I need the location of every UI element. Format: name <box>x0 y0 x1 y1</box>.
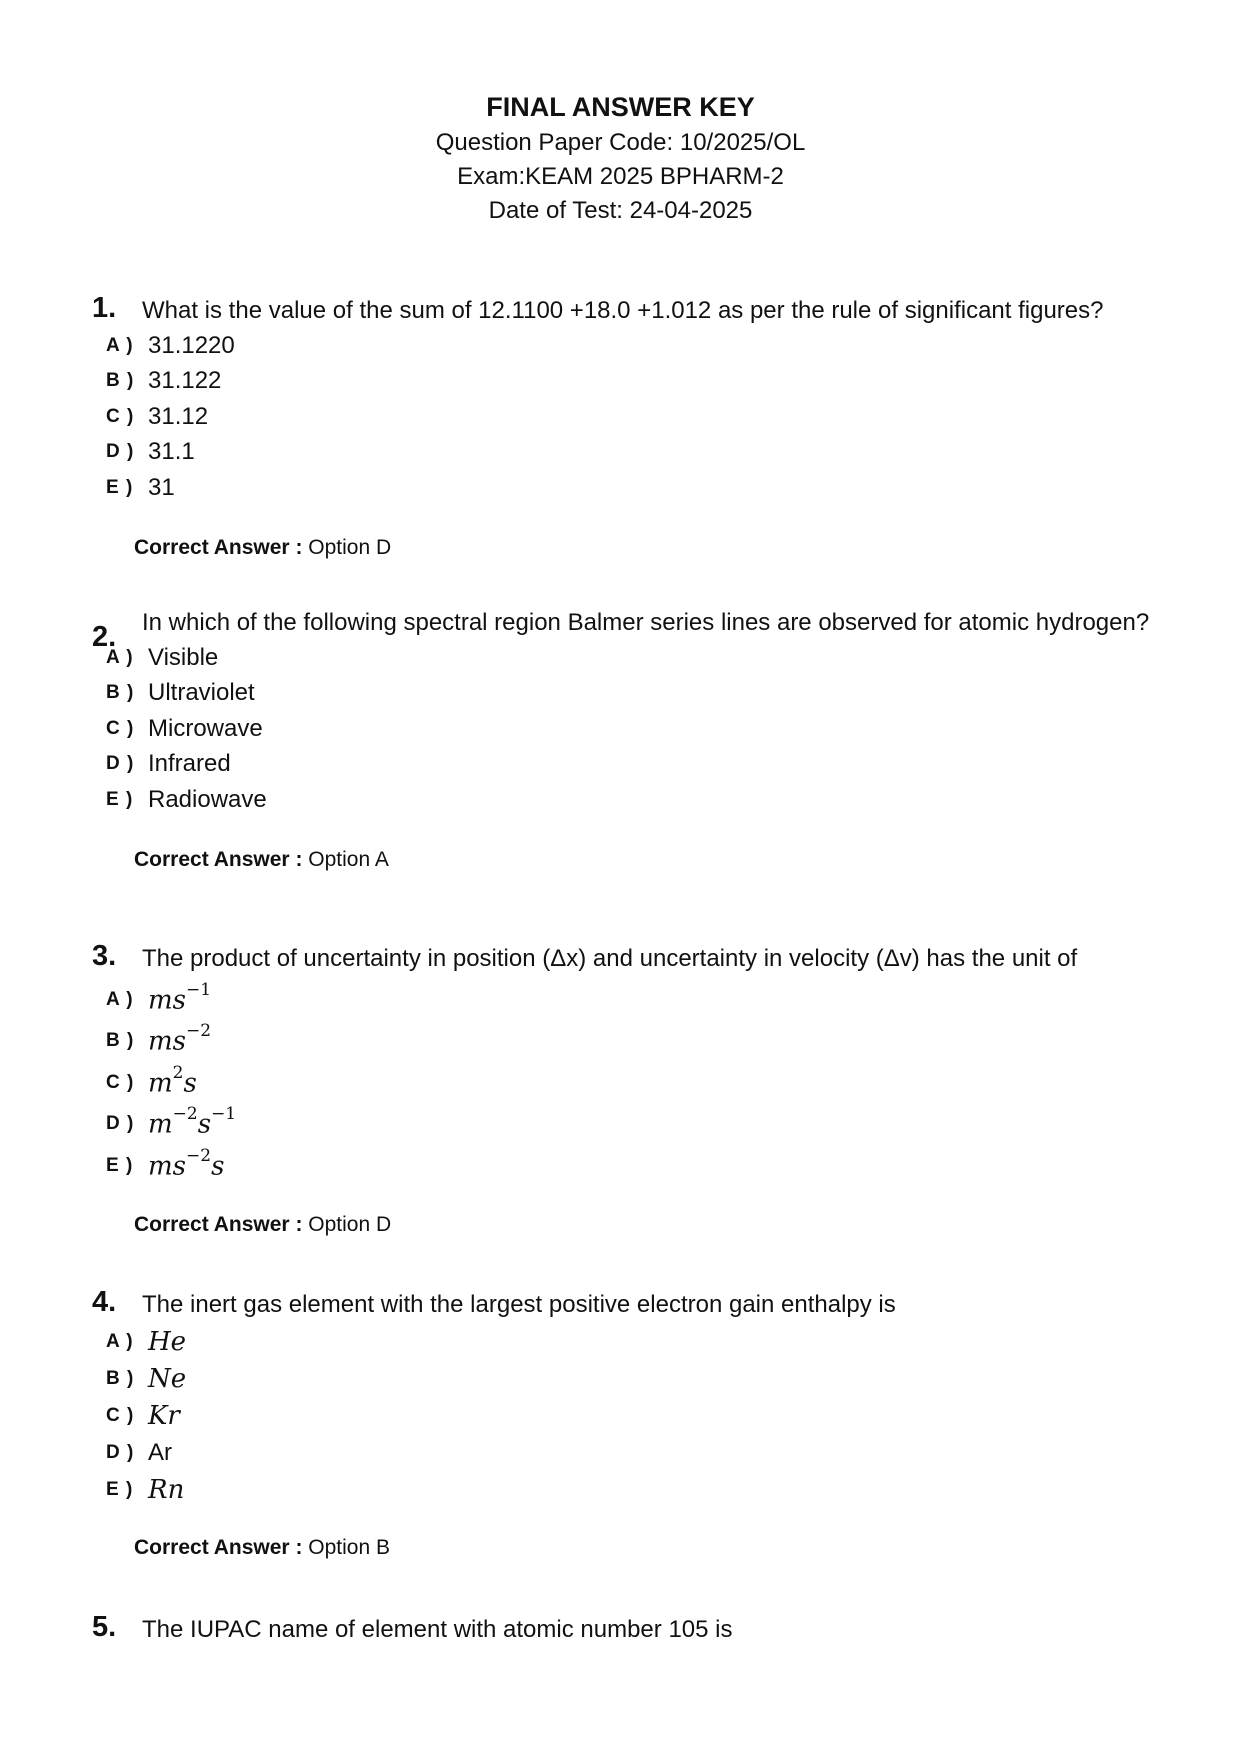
option-label: E ) <box>106 476 134 498</box>
question-paper-code: Question Paper Code: 10/2025/OL <box>435 129 806 156</box>
correct-answer-label: Correct Answer : <box>134 535 303 559</box>
option-label: E ) <box>106 1478 134 1500</box>
option-text: Radiowave <box>148 785 267 813</box>
option-label: D ) <box>106 753 135 775</box>
question-2 <box>92 608 1152 872</box>
formula-exponent: −1 <box>186 979 212 1000</box>
formula-base: s <box>211 1151 225 1182</box>
formula-exponent: −2 <box>186 1145 212 1166</box>
formula-base: ms <box>148 985 186 1016</box>
option-text: Ultraviolet <box>148 679 255 707</box>
option-b <box>106 1021 1152 1063</box>
option-label: C ) <box>106 1071 135 1093</box>
option-d <box>106 747 1152 783</box>
option-label: C ) <box>106 405 135 427</box>
formula-base: s <box>183 1068 197 1099</box>
option-formula <box>148 1062 197 1099</box>
option-text: Rn <box>148 1474 185 1505</box>
formula-base: ms <box>148 1151 186 1182</box>
question-4 <box>92 1286 1152 1560</box>
question-5 <box>92 1611 1152 1644</box>
option-a <box>106 1323 1152 1360</box>
option-list <box>106 979 1152 1187</box>
option-formula <box>148 979 212 1016</box>
formula-base: m <box>148 1110 173 1141</box>
option-e <box>106 1145 1152 1187</box>
formula-base: ms <box>148 1027 186 1058</box>
correct-answer-label: Correct Answer : <box>134 847 303 871</box>
option-label: E ) <box>106 788 134 810</box>
option-b <box>106 364 1152 400</box>
option-e <box>106 1471 1152 1508</box>
document-title: FINAL ANSWER KEY <box>486 92 755 122</box>
option-label: C ) <box>106 1404 135 1426</box>
option-text: 31.1220 <box>148 331 235 359</box>
option-b <box>106 676 1152 712</box>
option-c <box>106 399 1152 435</box>
option-a <box>106 640 1152 676</box>
option-label: A ) <box>106 988 134 1010</box>
option-e <box>106 782 1152 818</box>
question-number: 2. <box>92 621 117 653</box>
option-b <box>106 1360 1152 1397</box>
option-a <box>106 328 1152 364</box>
option-text: Kr <box>148 1400 180 1431</box>
exam-name: Exam:KEAM 2025 BPHARM-2 <box>457 163 784 190</box>
option-label: D ) <box>106 1441 135 1463</box>
option-list <box>106 328 1152 506</box>
document-header <box>0 88 1241 228</box>
correct-answer-value: Option A <box>308 847 389 871</box>
formula-base: m <box>148 1068 173 1099</box>
option-d <box>106 1104 1152 1146</box>
option-label: B ) <box>106 1030 135 1052</box>
option-text: Infrared <box>148 750 231 778</box>
question-number: 4. <box>92 1286 117 1318</box>
question-text: What is the value of the sum of 12.1100 +18.0 +1.012 as per the rule of significant figures? <box>142 297 1104 324</box>
option-d <box>106 435 1152 471</box>
correct-answer <box>134 536 1152 560</box>
option-c <box>106 1397 1152 1434</box>
option-list <box>106 640 1152 818</box>
option-formula <box>148 1021 212 1058</box>
question-text: In which of the following spectral region Balmer series lines are observed for atomic hydrogen? <box>142 609 1150 636</box>
formula-exponent: −2 <box>186 1021 212 1042</box>
option-text: 31.12 <box>148 402 209 430</box>
option-label: D ) <box>106 1113 135 1135</box>
correct-answer-label: Correct Answer : <box>134 1536 303 1559</box>
question-1 <box>92 292 1152 560</box>
option-label: C ) <box>106 717 135 739</box>
formula-exponent: −1 <box>211 1104 237 1125</box>
option-label: A ) <box>106 1330 134 1352</box>
correct-answer <box>134 1536 1152 1560</box>
question-number: 1. <box>92 292 117 324</box>
correct-answer-value: Option B <box>308 1536 390 1559</box>
option-label: E ) <box>106 1154 134 1176</box>
question-text: The inert gas element with the largest positive electron gain enthalpy is <box>142 1291 896 1318</box>
option-text: 31.1 <box>148 438 195 466</box>
option-c <box>106 1062 1152 1104</box>
option-list <box>106 1323 1152 1508</box>
formula-base: s <box>197 1110 212 1141</box>
option-d <box>106 1434 1152 1471</box>
option-label: D ) <box>106 441 135 463</box>
option-formula <box>148 1104 237 1141</box>
option-c <box>106 711 1152 747</box>
formula-exponent: 2 <box>172 1062 184 1083</box>
correct-answer-value: Option D <box>308 535 392 559</box>
option-text: Ar <box>148 1438 172 1466</box>
option-label: A ) <box>106 334 134 356</box>
option-formula <box>148 1145 225 1182</box>
question-text: The product of uncertainty in position (Δx) and uncertainty in velocity (Δv) has the unit of <box>142 945 1078 972</box>
option-text: He <box>148 1326 187 1357</box>
correct-answer <box>134 848 1152 872</box>
question-3 <box>92 940 1152 1237</box>
correct-answer <box>134 1213 1152 1237</box>
correct-answer-value: Option D <box>308 1212 392 1236</box>
question-text: The IUPAC name of element with atomic number 105 is <box>142 1616 733 1643</box>
option-label: B ) <box>106 370 135 392</box>
correct-answer-label: Correct Answer : <box>134 1212 303 1236</box>
option-text: Microwave <box>148 714 263 742</box>
option-text: 31.122 <box>148 367 222 395</box>
option-a <box>106 979 1152 1021</box>
option-label: B ) <box>106 1367 135 1389</box>
formula-exponent: −2 <box>172 1104 198 1125</box>
option-e <box>106 470 1152 506</box>
option-label: A ) <box>106 646 134 668</box>
test-date: Date of Test: 24-04-2025 <box>488 197 753 224</box>
option-text: Visible <box>148 643 219 671</box>
question-number: 5. <box>92 1611 117 1643</box>
option-text: 31 <box>148 473 175 501</box>
option-text: Ne <box>148 1363 187 1394</box>
question-number: 3. <box>92 940 117 972</box>
option-label: B ) <box>106 682 135 704</box>
